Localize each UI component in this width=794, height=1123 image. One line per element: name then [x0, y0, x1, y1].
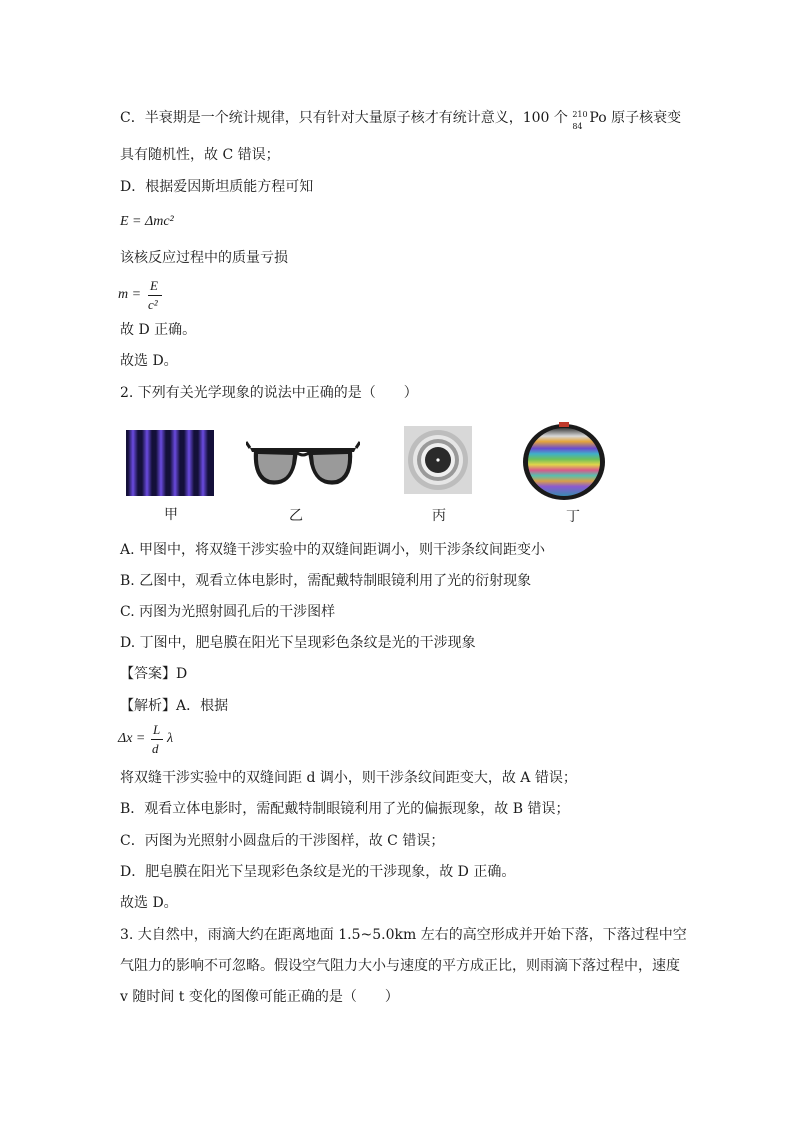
fringe-pattern-image — [126, 430, 214, 496]
formula-numerator: L — [153, 722, 161, 737]
fraction-bar — [151, 739, 163, 740]
analysis-line-c: C．丙图为光照射小圆盘后的干涉图样，故 C 错误； — [120, 833, 445, 849]
nuclide-element: Po — [589, 110, 607, 126]
q3-stem-line-3: v 随时间 t 变化的图像可能正确的是（ ） — [120, 989, 399, 1005]
q2-option-d: D. 丁图中，肥皂膜在阳光下呈现彩色条纹是光的干涉现象 — [120, 635, 476, 651]
option-c-text-post: 原子核衰变 — [611, 110, 682, 126]
q2-answer — [120, 665, 187, 683]
fraction-bar — [148, 295, 162, 296]
q2-stem: 2. 下列有关光学现象的说法中正确的是（ ） — [120, 385, 418, 401]
formula-lambda: λ — [167, 731, 174, 746]
soap-film-image — [521, 422, 607, 502]
analysis-final: 故选 D。 — [120, 895, 178, 911]
q2-option-c: C. 丙图为光照射圆孔后的干涉图样 — [120, 604, 336, 620]
disk-diffraction-image — [404, 426, 472, 494]
analysis-intro: A．根据 — [176, 698, 229, 714]
formula-lhs: Δx = — [118, 731, 146, 746]
mass-equation — [118, 278, 178, 314]
formula-denominator: d — [152, 741, 159, 756]
figure-caption-jia: 甲 — [164, 507, 178, 523]
q3-stem-line-2: 气阻力的影响不可忽略。假设空气阻力大小与速度的平方成正比，则雨滴下落过程中，速度 — [120, 958, 680, 974]
nuclide-mass-number: 210 — [572, 110, 588, 119]
mass-equation-numerator: E — [150, 278, 158, 293]
answer-label: 【答案】 — [120, 666, 176, 682]
energy-equation: E = Δmc² — [120, 214, 174, 229]
q3-stem-line-1: 3. 大自然中，雨滴大约在距离地面 1.5~5.0km 左右的高空形成并开始下落，下落过程中空 — [120, 927, 687, 943]
q2-option-b: B. 乙图中，观看立体电影时，需配戴特制眼镜利用了光的衍射现象 — [120, 573, 532, 589]
q2-analysis-heading — [120, 697, 228, 715]
option-c-line-1 — [120, 109, 682, 131]
3d-glasses-image — [246, 438, 360, 494]
analysis-line-b: B．观看立体电影时，需配戴特制眼镜利用了光的偏振现象，故 B 错误； — [120, 801, 570, 817]
analysis-line-a: 将双缝干涉实验中的双缝间距 d 调小，则干涉条纹间距变大，故 A 错误； — [120, 770, 577, 786]
nuclide-atomic-number: 84 — [572, 122, 583, 131]
mass-defect-text: 该核反应过程中的质量亏损 — [120, 250, 288, 266]
figure-caption-ding: 丁 — [566, 509, 580, 525]
fringe-spacing-formula — [118, 722, 198, 758]
option-c-text-pre: C．半衰期是一个统计规律，只有针对大量原子核才有统计意义，100 个 — [120, 110, 568, 126]
figure-caption-yi: 乙 — [289, 508, 303, 524]
analysis-line-d: D．肥皂膜在阳光下呈现彩色条纹是光的干涉现象，故 D 正确。 — [120, 864, 516, 880]
option-d-line: D．根据爱因斯坦质能方程可知 — [120, 179, 314, 195]
mass-equation-denominator: c² — [148, 297, 158, 312]
analysis-label: 【解析】 — [120, 698, 176, 714]
nuclide-symbol — [572, 109, 588, 131]
q2-option-a: A. 甲图中，将双缝干涉实验中的双缝间距调小，则干涉条纹间距变小 — [120, 542, 546, 558]
q1-answer-line: 故选 D。 — [120, 353, 178, 369]
answer-value: D — [176, 666, 188, 682]
figure-caption-bing: 丙 — [432, 508, 446, 524]
mass-equation-lhs: m = — [118, 287, 142, 302]
option-c-line-2: 具有随机性，故 C 错误； — [120, 147, 280, 163]
q1-conclusion: 故 D 正确。 — [120, 322, 197, 338]
